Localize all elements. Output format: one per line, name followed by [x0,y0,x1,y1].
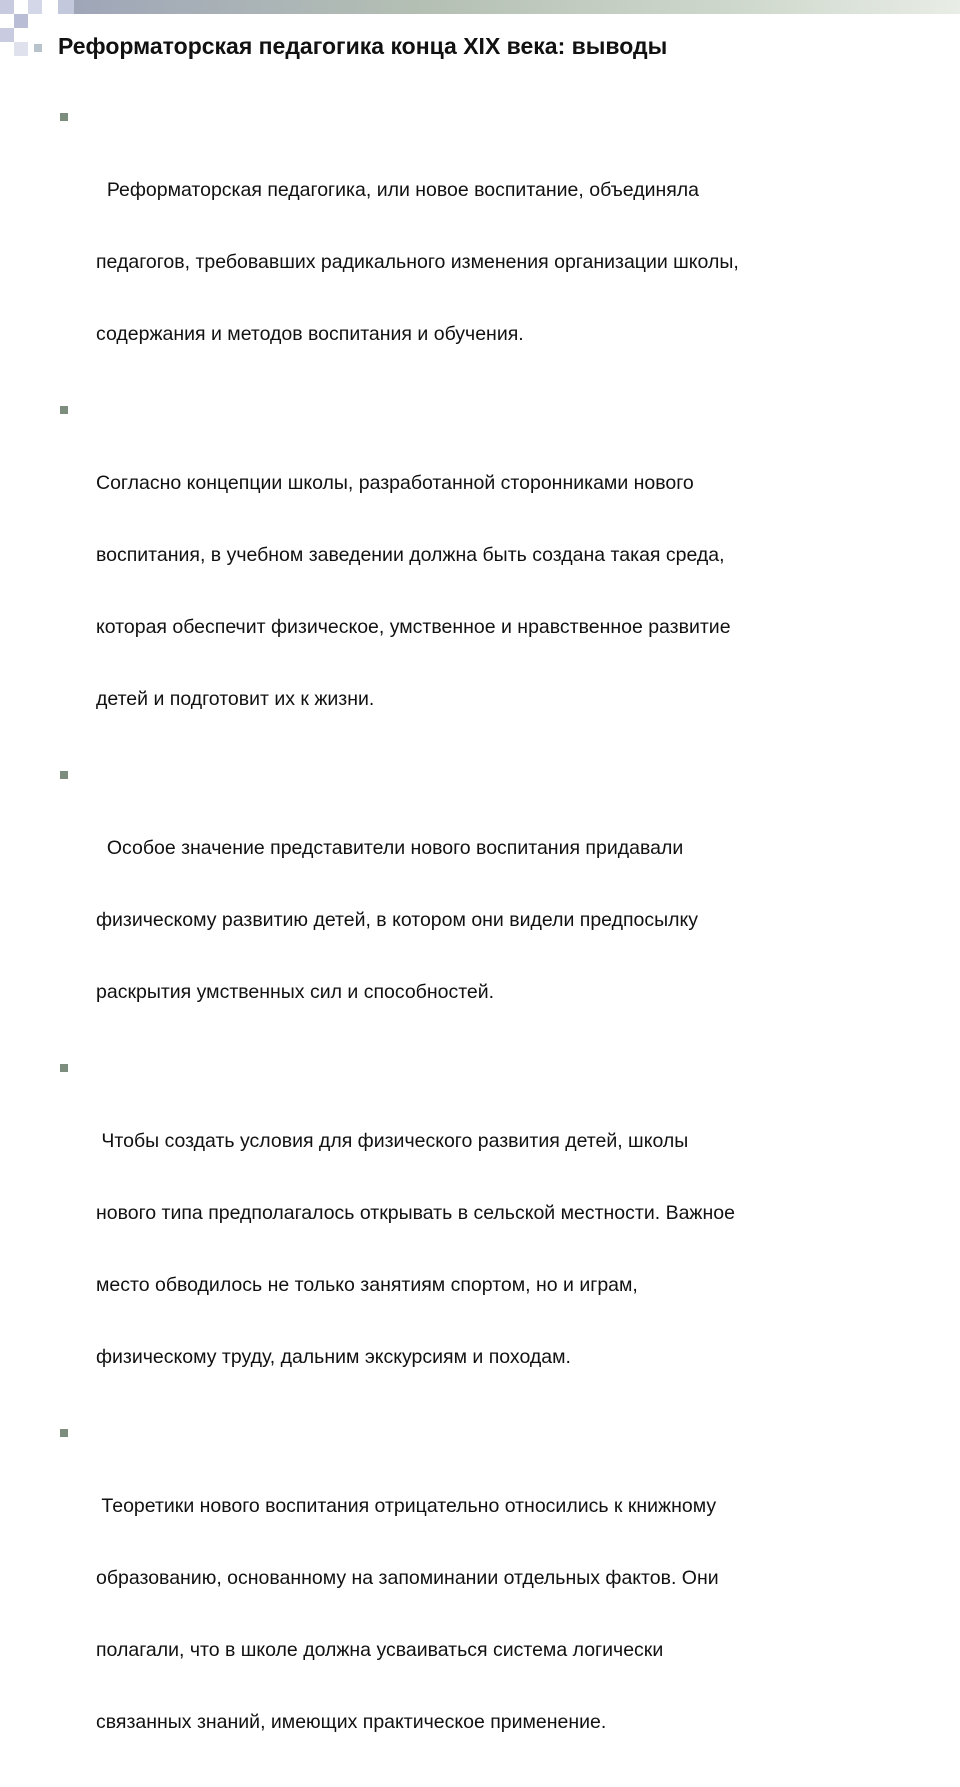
bullet-text-line: физическому труду, дальним экскурсиям и походам. [96,1346,571,1368]
square-bullet-icon [60,113,68,121]
decorative-square [0,28,14,42]
bullet-text-line: образованию, основанному на запоминании отдельных фактов. Они [96,1567,719,1589]
bullet-text-line: место обводилось не только занятиям спортом, но и играм, [96,1274,638,1296]
bullet-item [60,106,900,394]
slide-title: Реформаторская педагогика конца XIX века: выводы [58,33,668,59]
bullet-text-line: содержания и методов воспитания и обучения. [96,323,524,345]
bullet-text-line: нового типа предполагалось открывать в сельской местности. Важное [96,1202,735,1224]
bullet-text-line: Реформаторская педагогика, или новое воспитание, объединяла [96,179,700,201]
bullet-item [60,1057,900,1417]
top-decorative-bar [74,0,960,14]
bullet-text-line: раскрытия умственных сил и способностей. [96,981,495,1003]
decorative-square [14,42,28,56]
square-bullet-icon [60,771,68,779]
bullet-text-line: Согласно концепции школы, разработанной сторонниками нового [96,472,694,494]
square-bullet-icon [60,1429,68,1437]
decorative-square [14,0,28,14]
bullet-text-line: которая обеспечит физическое, умственное и нравственное развитие [96,616,731,638]
bullet-text-line: Теоретики нового воспитания отрицательно относились к книжному [96,1495,717,1517]
title-bullet-icon [34,44,42,52]
decorative-square [0,0,14,14]
square-bullet-icon [60,1064,68,1072]
bullet-text-line: Особое значение представители нового воспитания придавали [96,837,684,859]
bullet-text-line: связанных знаний, имеющих практическое применение. [96,1711,607,1733]
decorative-square [28,14,42,28]
bullet-item [60,764,900,1052]
bullet-text-line: полагали, что в школе должна усваиваться система логически [96,1639,664,1661]
bullet-text-line: воспитания, в учебном заведении должна быть создана такая среда, [96,544,725,566]
decorative-square [0,42,14,56]
decorative-square [42,0,58,14]
decorative-square [58,0,74,14]
bullet-text-line: детей и подготовит их к жизни. [96,688,375,710]
bullet-list [60,106,900,1787]
bullet-item [60,1422,900,1782]
bullet-text-line: Чтобы создать условия для физического развития детей, школы [96,1130,689,1152]
decorative-square [14,14,28,28]
bullet-item [60,399,900,759]
decorative-square [28,0,42,14]
decorative-square [0,14,14,28]
bullet-text-line: физическому развитию детей, в котором они видели предпосылку [96,909,699,931]
bullet-text-line: педагогов, требовавших радикального изменения организации школы, [96,251,739,273]
square-bullet-icon [60,406,68,414]
